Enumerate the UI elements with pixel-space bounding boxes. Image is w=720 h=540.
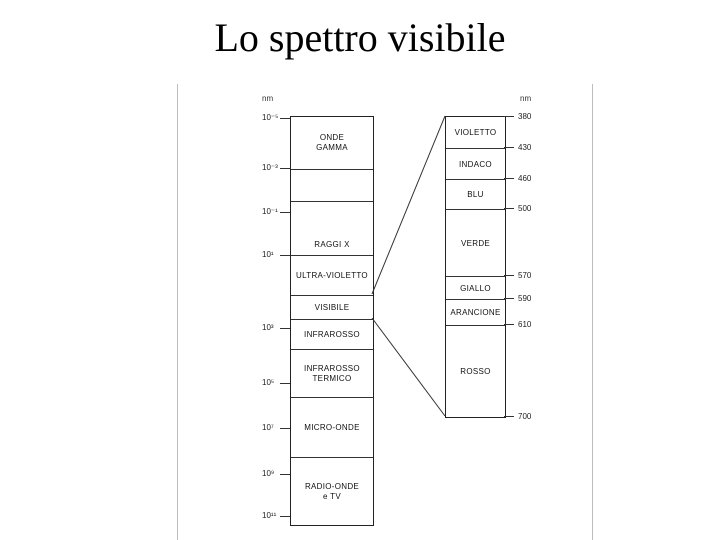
em-tick-mark <box>280 474 290 475</box>
em-tick-mark <box>280 428 290 429</box>
visible-tick-mark <box>504 208 514 209</box>
em-tick-label: 10¹¹ <box>262 511 277 520</box>
band-visible: VISIBILE <box>291 295 373 320</box>
visible-unit-label: nm <box>520 94 532 103</box>
band-infrared: INFRAROSSO <box>291 319 373 350</box>
em-tick-mark <box>280 328 290 329</box>
scan-right-edge <box>592 84 593 540</box>
em-tick-label: 10⁻³ <box>262 163 278 172</box>
em-tick-mark <box>280 118 290 119</box>
em-tick-label: 10¹ <box>262 250 274 259</box>
wavelength-label: 460 <box>518 174 532 183</box>
wavelength-label: 700 <box>518 412 532 421</box>
color-green: VERDE <box>446 209 505 277</box>
visible-tick-mark <box>504 178 514 179</box>
wavelength-label: 570 <box>518 271 532 280</box>
em-tick-label: 10³ <box>262 323 274 332</box>
color-orange: ARANCIONE <box>446 299 505 326</box>
wavelength-label: 430 <box>518 143 532 152</box>
band-gamma: ONDE GAMMA <box>316 133 348 152</box>
em-spectrum-column <box>290 116 374 526</box>
visible-tick-mark <box>504 275 514 276</box>
visible-tick-mark <box>504 147 514 148</box>
band-microwave: MICRO-ONDE <box>291 397 373 458</box>
em-tick-label: 10⁵ <box>262 378 275 387</box>
visible-spectrum-column <box>445 116 506 418</box>
wavelength-label: 610 <box>518 320 532 329</box>
em-tick-label: 10⁻¹ <box>262 207 278 216</box>
em-tick-mark <box>280 383 290 384</box>
band-ultraviolet: ULTRA-VIOLETTO <box>291 255 373 296</box>
wavelength-label: 380 <box>518 112 532 121</box>
em-unit-label: nm <box>262 94 274 103</box>
color-indigo: INDACO <box>446 148 505 180</box>
em-tick-mark <box>280 212 290 213</box>
band-thermal-infrared: INFRAROSSO TERMICO <box>291 349 373 398</box>
color-blue: BLU <box>446 179 505 210</box>
diagram-scan-area <box>177 84 593 540</box>
color-red: ROSSO <box>446 325 505 418</box>
scan-left-edge <box>177 84 178 540</box>
wavelength-label: 590 <box>518 294 532 303</box>
color-yellow: GIALLO <box>446 276 505 300</box>
color-violet: VIOLETTO <box>454 127 497 137</box>
em-tick-label: 10⁻⁵ <box>262 113 279 122</box>
visible-tick-mark <box>504 298 514 299</box>
em-tick-mark <box>280 516 290 517</box>
em-tick-mark <box>280 168 290 169</box>
em-tick-label: 10⁹ <box>262 469 275 478</box>
em-tick-label: 10⁷ <box>262 423 274 432</box>
visible-tick-mark <box>504 324 514 325</box>
visible-tick-mark <box>504 416 514 417</box>
band-x-rays: RAGGI X <box>291 201 373 287</box>
page-title: Lo spettro visibile <box>214 15 506 60</box>
band-radio-tv: RADIO-ONDE e TV <box>291 457 373 526</box>
visible-tick-mark <box>504 116 514 117</box>
em-tick-mark <box>280 255 290 256</box>
wavelength-label: 500 <box>518 204 532 213</box>
